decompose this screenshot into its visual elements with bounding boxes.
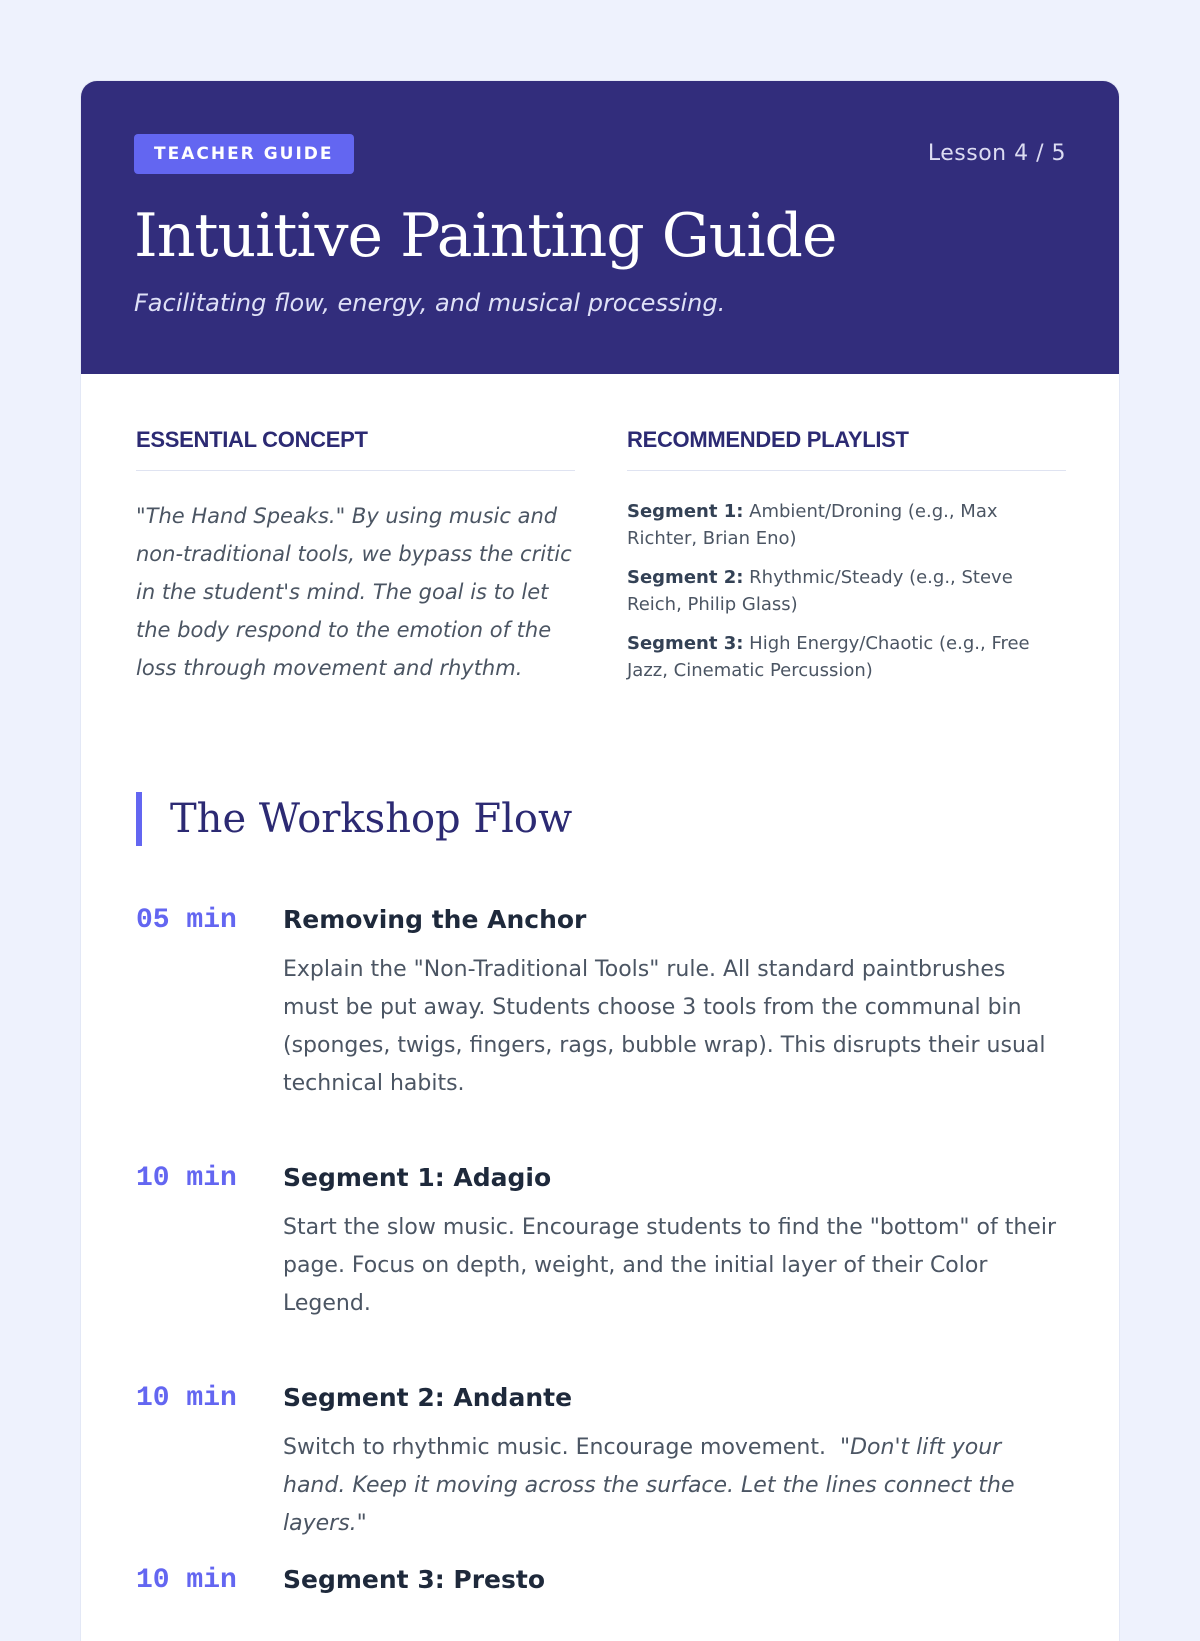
playlist-item: [627, 564, 1066, 618]
playlist-item: [627, 630, 1066, 684]
playlist-segment-label: Segment 3:: [627, 633, 744, 654]
step-title: Removing the Anchor: [283, 905, 587, 934]
step-description-text: Switch to rhythmic music. Encourage movement.: [283, 1435, 826, 1460]
workshop-flow-heading: The Workshop Flow: [136, 792, 572, 846]
step-description-quote: "Don't lift your hand. Keep it moving across the surface. Let the lines connect the layers.": [283, 1435, 1015, 1536]
step-duration: 10 min: [136, 1163, 237, 1194]
step-description: Start the slow music. Encourage students to find the "bottom" of their page. Focus on depth, weight, and the initial layer of their Color Legend.: [283, 1215, 1056, 1316]
step-title: Segment 1: Adagio: [283, 1163, 552, 1192]
guide-card: [81, 81, 1119, 1641]
playlist-list: [627, 498, 1066, 684]
page-subtitle: Facilitating flow, energy, and musical processing.: [134, 289, 726, 317]
playlist-item: [627, 498, 1066, 552]
step-duration: 10 min: [136, 1383, 237, 1414]
guide-header: [81, 81, 1119, 374]
essential-concept-text: "The Hand Speaks." By using music and non-traditional tools, we bypass the critic in the student's mind. The goal is to let the body respond to the emotion of the loss through movement and rhythm.: [136, 504, 572, 680]
step-title: Segment 3: Presto: [283, 1565, 546, 1594]
recommended-playlist-heading: RECOMMENDED PLAYLIST: [627, 425, 1066, 471]
essential-concept-section: [136, 425, 575, 687]
playlist-segment-text: High Energy/Chaotic (e.g., Free Jazz, Cinematic Percussion): [627, 633, 1030, 681]
step-description: [283, 1429, 1066, 1543]
playlist-segment-label: Segment 2:: [627, 567, 744, 588]
lesson-indicator: Lesson 4 / 5: [927, 141, 1066, 166]
teacher-guide-badge: TEACHER GUIDE: [134, 134, 354, 174]
essential-concept-heading: ESSENTIAL CONCEPT: [136, 425, 575, 471]
step-description: Explain the "Non-Traditional Tools" rule. All standard paintbrushes must be put away. Students choose 3 tools from the communal bin (sponges, twigs, fingers, rags, bubble wrap). This disrupts their usual technical habits.: [283, 957, 1046, 1096]
step-duration: 05 min: [136, 905, 237, 936]
step-duration: 10 min: [136, 1565, 237, 1596]
playlist-segment-text: Ambient/Droning (e.g., Max Richter, Brian Eno): [627, 501, 998, 549]
playlist-segment-label: Segment 1:: [627, 501, 744, 522]
recommended-playlist-section: [627, 425, 1066, 696]
step-title: Segment 2: Andante: [283, 1383, 573, 1412]
page-title: Intuitive Painting Guide: [134, 201, 837, 271]
playlist-segment-text: Rhythmic/Steady (e.g., Steve Reich, Philip Glass): [627, 567, 1013, 615]
